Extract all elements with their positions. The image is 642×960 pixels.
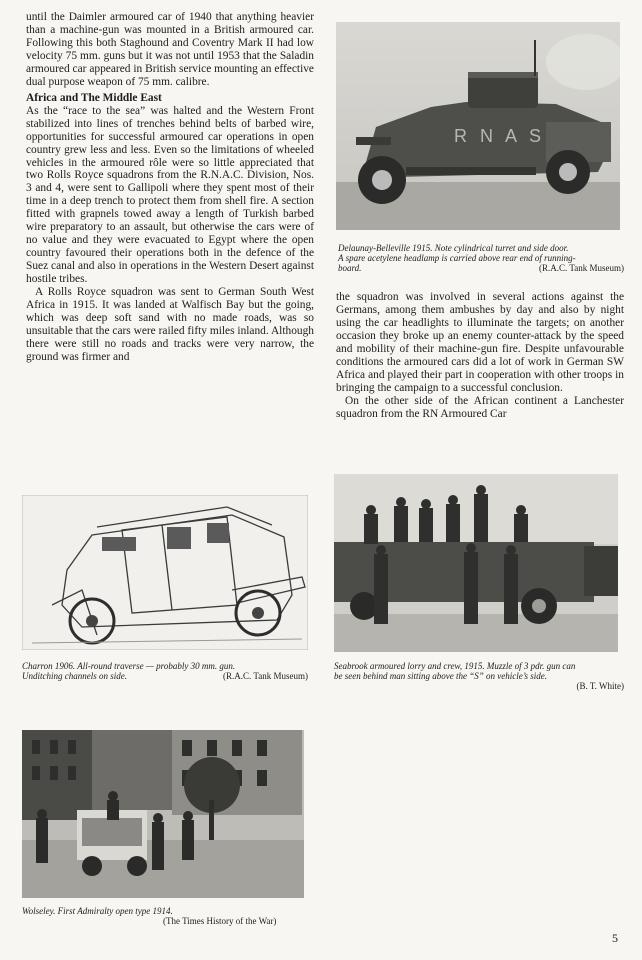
caption-text: Wolseley. First Admiralty open type 1914. (22, 906, 173, 916)
paragraph: the squadron was involved in several actions against the Germans, among them ambushes by day and also by night using the car headlights to illuminate the targets; on another occasion they broke up an enemy counter-attack by the speed and mobility of their machine-gun fire. Despite unfavourable conditions the armoured cars did a lot of work in German SW Africa and played their part in cooperation with other troops in bringing the campaign to a successful conclusion. (336, 291, 624, 394)
caption-text: Seabrook armoured lorry and crew, 1915. Muzzle of 3 pdr. gun can (334, 661, 576, 671)
caption-text: Charron 1906. All-round traverse — probably 30 mm. gun. (22, 661, 236, 671)
seabrook-photo (334, 474, 618, 652)
paragraph: On the other side of the African continent a Lanchester squadron from the RN Armoured Car (336, 394, 624, 420)
left-text-column (26, 11, 314, 364)
photo-credit: (The Times History of the War) (163, 916, 277, 926)
paragraph: A Rolls Royce squadron was sent to German South West Africa in 1915. It was landed at Walfisch Bay but the going, which was deep soft sand with no made roads, was so unsuitable that the cars were railed fifty miles inland. Although there were still no roads and tracks were very narrow, the ground was firmer and (26, 286, 314, 363)
paragraph: As the “race to the sea” was halted and the Western Front stabilized into lines of trenches behind belts of barbed wire, opportunities for successful armoured car operations in open country grew less and less. Even so the limitations of wheeled vehicles in the armoured rôle were so little appreciated that two Rolls Royce squadrons from the R.N.A.C. Division, Nos. 3 and 4, were sent to Gallipoli where they spent most of their time in a deep trench to protect them from shell fire. A section fitted with grapnels towed away a length of Turkish barbed wire preparatory to an assault, but otherwise the cars were of no value and they were evacuated to Egypt where the open country favoured their operations both in the defence of the Suez canal and also in operations in the Western Desert against hostile tribes. (26, 104, 314, 286)
caption-text: Unditching channels on side. (22, 671, 127, 681)
charron-caption (22, 661, 308, 681)
seabrook-caption (334, 661, 624, 691)
caption-text: Delaunay-Belleville 1915. Note cylindrical turret and side door. (338, 243, 569, 253)
rnas-marking: R N A S (454, 126, 546, 146)
caption-text: be seen behind man sitting above the “S” on vehicle’s side. (334, 671, 548, 681)
delaunay-caption (338, 243, 624, 273)
photo-credit: (B. T. White) (576, 681, 624, 691)
wolseley-caption (22, 906, 312, 926)
charron-drawing (22, 495, 308, 650)
caption-text: board. (338, 263, 362, 273)
wolseley-photo (22, 730, 304, 898)
delaunay-belleville-photo (336, 22, 620, 230)
page-number: 5 (612, 931, 618, 945)
photo-credit: (R.A.C. Tank Museum) (223, 671, 308, 681)
caption-text: A spare acetylene headlamp is carried above rear end of running- (338, 253, 576, 263)
right-text-column (336, 291, 624, 421)
section-heading: Africa and The Middle East (26, 91, 162, 104)
paragraph: until the Daimler armoured car of 1940 that anything heavier than a machine-gun was mounted in a British armoured car. Following this both Staghound and Coventry Mark II had low velocity 75 mm. guns but it was not until 1953 that the Saladin armoured car appeared in British service mounting an effective dual purpose weapon of 75 mm. calibre. (26, 11, 314, 88)
photo-credit: (R.A.C. Tank Museum) (539, 263, 624, 273)
